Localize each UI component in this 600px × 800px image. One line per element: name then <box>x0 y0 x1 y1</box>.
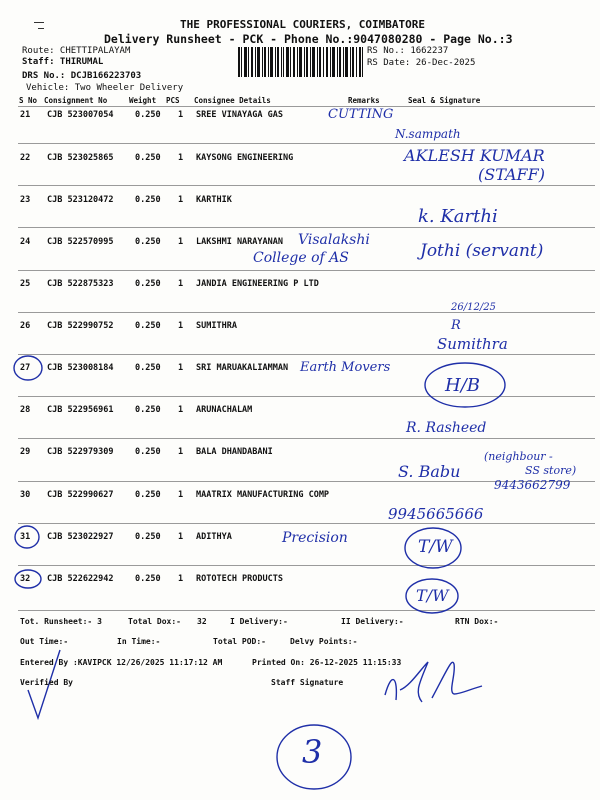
handwritten-signature-22-role: (STAFF) <box>478 165 545 184</box>
row-consignee: MAATRIX MANUFACTURING COMP <box>196 490 330 500</box>
col-pcs: PCS <box>166 96 180 105</box>
vehicle-info: Vehicle: Two Wheeler Delivery <box>26 83 184 93</box>
footer-out-time: Out Time:- <box>20 637 69 646</box>
row-sno: 31 <box>20 532 31 542</box>
row-pcs: 1 <box>178 110 184 120</box>
handwritten-remark-24-a: Visalakshi <box>298 232 370 248</box>
row-sno: 28 <box>20 405 31 415</box>
handwritten-signature-24: Jothi (servant) <box>420 241 544 261</box>
rs-number: RS No.: 1662237 <box>367 46 449 56</box>
row-consignee: KARTHIK <box>196 195 232 205</box>
row-divider <box>18 312 595 313</box>
row-weight: 0.250 <box>135 532 161 542</box>
runsheet-title: Delivery Runsheet - PCK - Phone No.:9047080280 - Page No.:3 <box>104 32 513 46</box>
footer-in-time: In Time:- <box>117 637 161 646</box>
row-pcs: 1 <box>178 195 184 205</box>
row-weight: 0.250 <box>135 153 161 163</box>
drs-number: DRS No.: DCJB166223703 <box>22 71 142 81</box>
handwritten-signature-30: 9945665666 <box>388 505 484 523</box>
row-sno: 27 <box>20 363 31 373</box>
staff-info: Staff: THIRUMAL <box>22 57 104 67</box>
row-weight: 0.250 <box>135 363 161 373</box>
handwritten-stamp-32: T/W <box>416 586 449 605</box>
row-consignee: SRI MARUAKALIAMMAN <box>196 363 289 373</box>
row-sno: 25 <box>20 279 31 289</box>
col-weight: Weight <box>129 96 157 105</box>
row-divider <box>18 523 595 524</box>
row-consignment: CJB 523120472 <box>47 195 114 205</box>
footer-entered-by: Entered By :KAVIPCK 12/26/2025 11:17:12 AM <box>20 658 223 667</box>
row-weight: 0.250 <box>135 279 161 289</box>
row-weight: 0.250 <box>135 490 161 500</box>
footer-rtn-dox: RTN Dox:- <box>455 617 499 626</box>
footer-staff-signature: Staff Signature <box>271 678 344 687</box>
footer-verified-by: Verified By <box>20 678 73 687</box>
row-weight: 0.250 <box>135 237 161 247</box>
table-header <box>0 96 600 106</box>
row-consignee: KAYSONG ENGINEERING <box>196 153 294 163</box>
footer-i-delivery: I Delivery:- <box>230 617 288 626</box>
handwritten-remark-24-b: College of AS <box>253 250 349 266</box>
row-consignment: CJB 523022927 <box>47 532 114 542</box>
stray-mark <box>34 22 44 23</box>
row-divider <box>18 270 595 271</box>
stray-mark <box>38 28 44 29</box>
row-divider <box>18 565 595 566</box>
footer-total-dox-value: 32 <box>197 617 207 626</box>
row-sno: 22 <box>20 153 31 163</box>
row-weight: 0.250 <box>135 447 161 457</box>
handwritten-date-26: 26/12/25 <box>451 302 496 313</box>
row-sno: 24 <box>20 237 31 247</box>
handwritten-signature-29: S. Babu <box>398 462 461 481</box>
handwritten-signature-21: N.sampath <box>395 127 461 141</box>
row-consignee: SREE VINAYAGA GAS <box>196 110 283 120</box>
staff-signature-scribble <box>385 662 482 702</box>
row-pcs: 1 <box>178 363 184 373</box>
handwritten-note-29-b: SS store) <box>525 464 577 477</box>
footer-total-dox: Total Dox:- <box>128 617 181 626</box>
row-divider <box>18 227 595 228</box>
row-weight: 0.250 <box>135 321 161 331</box>
row-pcs: 1 <box>178 153 184 163</box>
handwritten-signature-28: R. Rasheed <box>406 420 487 436</box>
handwritten-remark-27: Earth Movers <box>300 360 391 375</box>
row-consignment: CJB 522990627 <box>47 490 114 500</box>
row-consignee: ROTOTECH PRODUCTS <box>196 574 283 584</box>
table-bottom-divider <box>18 610 595 611</box>
handwritten-signature-23: k. Karthi <box>418 206 498 227</box>
row-divider <box>18 143 595 144</box>
footer-delvy-points: Delvy Points:- <box>290 637 358 646</box>
row-sno: 29 <box>20 447 31 457</box>
handwritten-stamp-31: T/W <box>418 537 453 557</box>
row-pcs: 1 <box>178 405 184 415</box>
company-name: THE PROFESSIONAL COURIERS, COIMBATORE <box>180 18 426 31</box>
row-weight: 0.250 <box>135 195 161 205</box>
row-weight: 0.250 <box>135 405 161 415</box>
col-consignment: Consignment No <box>44 96 108 105</box>
row-pcs: 1 <box>178 490 184 500</box>
row-consignment: CJB 523025865 <box>47 153 114 163</box>
row-pcs: 1 <box>178 532 184 542</box>
col-remarks: Remarks <box>348 96 380 105</box>
rs-date: RS Date: 26-Dec-2025 <box>367 58 476 68</box>
route-info: Route: CHETTIPALAYAM <box>22 46 131 56</box>
col-consignee: Consignee Details <box>194 96 271 105</box>
footer-ii-delivery: II Delivery:- <box>341 617 404 626</box>
row-pcs: 1 <box>178 237 184 247</box>
col-sno: S No <box>19 96 38 105</box>
row-consignee: ARUNACHALAM <box>196 405 253 415</box>
row-sno: 32 <box>20 574 31 584</box>
row-sno: 21 <box>20 110 31 120</box>
row-consignment: CJB 522990752 <box>47 321 114 331</box>
footer-tot-runsheet: Tot. Runsheet:- 3 <box>20 617 102 626</box>
handwritten-remark-31: Precision <box>282 530 348 546</box>
header-divider <box>18 106 595 107</box>
handwritten-signature-26: Sumithra <box>437 335 508 353</box>
row-consignee: ADITHYA <box>196 532 232 542</box>
row-consignment: CJB 522570995 <box>47 237 114 247</box>
row-pcs: 1 <box>178 574 184 584</box>
col-seal-signature: Seal & Signature <box>408 96 481 105</box>
handwritten-remark-21: CUTTING <box>328 107 394 122</box>
row-weight: 0.250 <box>135 110 161 120</box>
handwritten-signature-22: AKLESH KUMAR <box>404 146 545 165</box>
row-pcs: 1 <box>178 279 184 289</box>
row-consignment: CJB 522875323 <box>47 279 114 289</box>
handwritten-initial-26: R <box>451 318 461 333</box>
row-divider <box>18 438 595 439</box>
row-divider <box>18 185 595 186</box>
row-consignee: BALA DHANDABANI <box>196 447 273 457</box>
handwritten-note-29-a: (neighbour - <box>484 450 553 463</box>
row-sno: 26 <box>20 321 31 331</box>
row-divider <box>18 354 595 355</box>
row-pcs: 1 <box>178 447 184 457</box>
row-pcs: 1 <box>178 321 184 331</box>
row-consignee: JANDIA ENGINEERING P LTD <box>196 279 319 289</box>
barcode <box>238 47 363 77</box>
row-consignment: CJB 522622942 <box>47 574 114 584</box>
footer-printed-on: Printed On: 26-12-2025 11:15:33 <box>252 658 402 667</box>
footer-total-pod: Total POD:- <box>213 637 266 646</box>
row-consignee: SUMITHRA <box>196 321 237 331</box>
row-consignment: CJB 522956961 <box>47 405 114 415</box>
row-consignee: LAKSHMI NARAYANAN <box>196 237 283 247</box>
row-divider <box>18 396 595 397</box>
row-sno: 30 <box>20 490 31 500</box>
handwritten-phone-29: 9443662799 <box>494 478 571 492</box>
row-consignment: CJB 523007054 <box>47 110 114 120</box>
row-consignment: CJB 522979309 <box>47 447 114 457</box>
row-consignment: CJB 523008184 <box>47 363 114 373</box>
row-sno: 23 <box>20 195 31 205</box>
row-weight: 0.250 <box>135 574 161 584</box>
handwritten-stamp-27: H/B <box>445 375 480 396</box>
handwritten-page-number: 3 <box>302 733 323 771</box>
